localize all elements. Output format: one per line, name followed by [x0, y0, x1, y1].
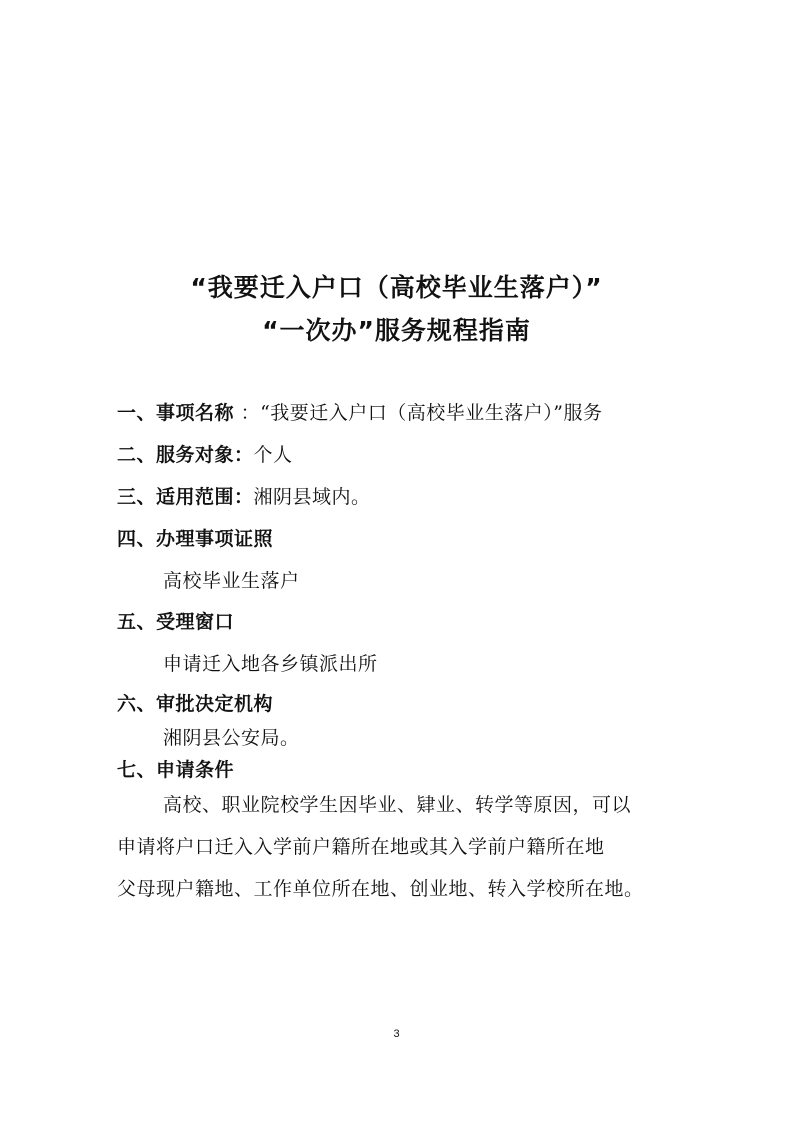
section-heading: 七、申请条件	[117, 759, 235, 781]
section-content: 申请迁入地各乡镇派出所	[163, 653, 378, 675]
page-number: 3	[393, 1028, 400, 1040]
document-title-line2: “一次办”服务规程指南	[262, 316, 531, 345]
document-title-line1: “我要迁入户口（高校毕业生落户）”	[190, 273, 603, 302]
section-heading: 二、服务对象：	[117, 444, 254, 466]
section-heading: 三、适用范围：	[117, 486, 254, 508]
section-scope	[117, 482, 371, 509]
section-heading: 四、办理事项证照	[117, 528, 274, 550]
section-content: 个人	[253, 444, 293, 466]
section-item-name	[117, 398, 603, 425]
section-heading: 一、事项名称	[117, 402, 235, 424]
paragraph-line: 父母现户籍地、工作单位所在地、创业地、转入学校所在地。	[117, 878, 644, 900]
section-heading: 五、受理窗口	[117, 611, 235, 633]
section-heading: 六、审批决定机构	[117, 693, 274, 715]
section-service-target	[117, 440, 293, 467]
section-content: 湘阴县域内。	[253, 486, 371, 508]
section-content: 高校毕业生落户	[163, 570, 300, 592]
paragraph-line: 高校、职业院校学生因毕业、肄业、转学等原因，可以	[163, 794, 632, 816]
section-content: 湘阴县公安局。	[163, 727, 300, 749]
paragraph-line: 申请将户口迁入入学前户籍所在地或其入学前户籍所在地	[117, 836, 605, 858]
section-content: ：“我要迁入户口（高校毕业生落户）”服务	[240, 402, 603, 424]
